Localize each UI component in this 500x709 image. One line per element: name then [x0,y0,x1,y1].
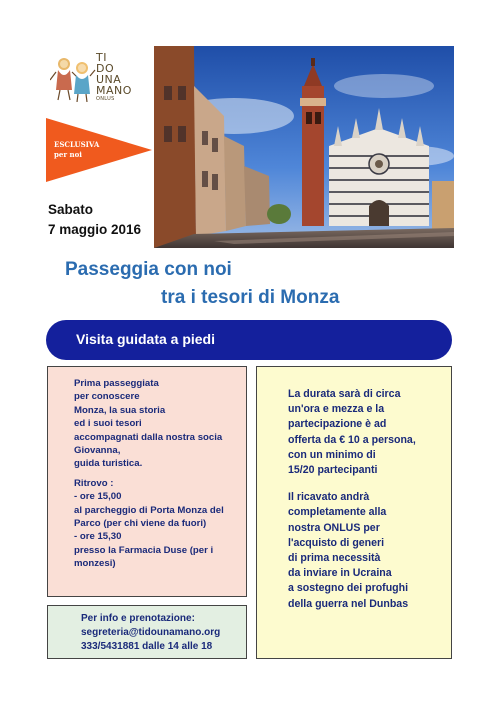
contact-heading: Per info e prenotazione: [81,613,195,624]
meeting-line: presso la Farmacia Duse (per i [74,544,214,556]
details-line: 15/20 partecipanti [288,464,378,477]
meeting-line: al parcheggio di Porta Monza del [74,504,224,516]
details-line: con un minimo di [288,448,376,461]
exclusive-badge-label: ESCLUSIVA per noi [54,140,100,159]
guided-tour-banner [46,320,452,360]
details-line: partecipazione è ad [288,418,387,431]
contact-phone[interactable]: 333/5431881 dalle 14 alle 18 [81,641,213,652]
description-line: accompagnati dalla nostra socia [74,431,223,443]
proceeds-line: da inviare in Ucraina [288,567,392,580]
description-line: per conoscere [74,391,140,403]
meeting-line: - ore 15,30 [74,531,122,543]
tour-details-text [288,387,448,612]
proceeds-line: a sostegno dei profughi [288,582,409,595]
proceeds-line: della guerra nel Dunbas [288,597,409,610]
description-line: Giovanna, [74,445,121,457]
details-line: un'ora e mezza e la [288,403,385,416]
details-line: La durata sarà di circa [288,388,401,400]
contact-info-text [81,612,220,654]
monza-cathedral-photo [154,46,454,248]
proceeds-line: completamente alla [288,506,387,519]
meeting-line: Parco (per chi viene da fuori) [74,518,207,530]
meeting-point-heading: Ritrovo : [74,477,114,489]
description-line: ed i suoi tesori [74,418,142,430]
banner-label: Visita guidata a piedi [76,331,216,347]
proceeds-line: l'acquisto di generi [288,536,385,549]
tour-description-text [74,377,244,571]
description-line: Monza, la sua storia [74,404,166,416]
logo-wordmark: TI DO UNA MANO ONLUS [96,51,132,102]
description-line: guida turistica. [74,458,143,470]
meeting-line: - ore 15,00 [74,491,122,503]
proceeds-line: Il ricavato andrà [288,491,370,504]
description-line: Prima passeggiata [74,378,159,389]
proceeds-line: nostra ONLUS per [288,521,380,534]
details-line: offerta da € 10 a persona, [288,433,416,446]
meeting-line: monzesi) [74,558,116,570]
event-date: Sabato 7 maggio 2016 [48,202,142,237]
contact-email[interactable]: segreteria@tidounamano.org [81,627,221,638]
headline-line-2: tra i tesori di Monza [161,287,340,308]
proceeds-line: di prima necessità [288,552,381,565]
headline-line-1: Passeggia con noi [65,259,232,280]
